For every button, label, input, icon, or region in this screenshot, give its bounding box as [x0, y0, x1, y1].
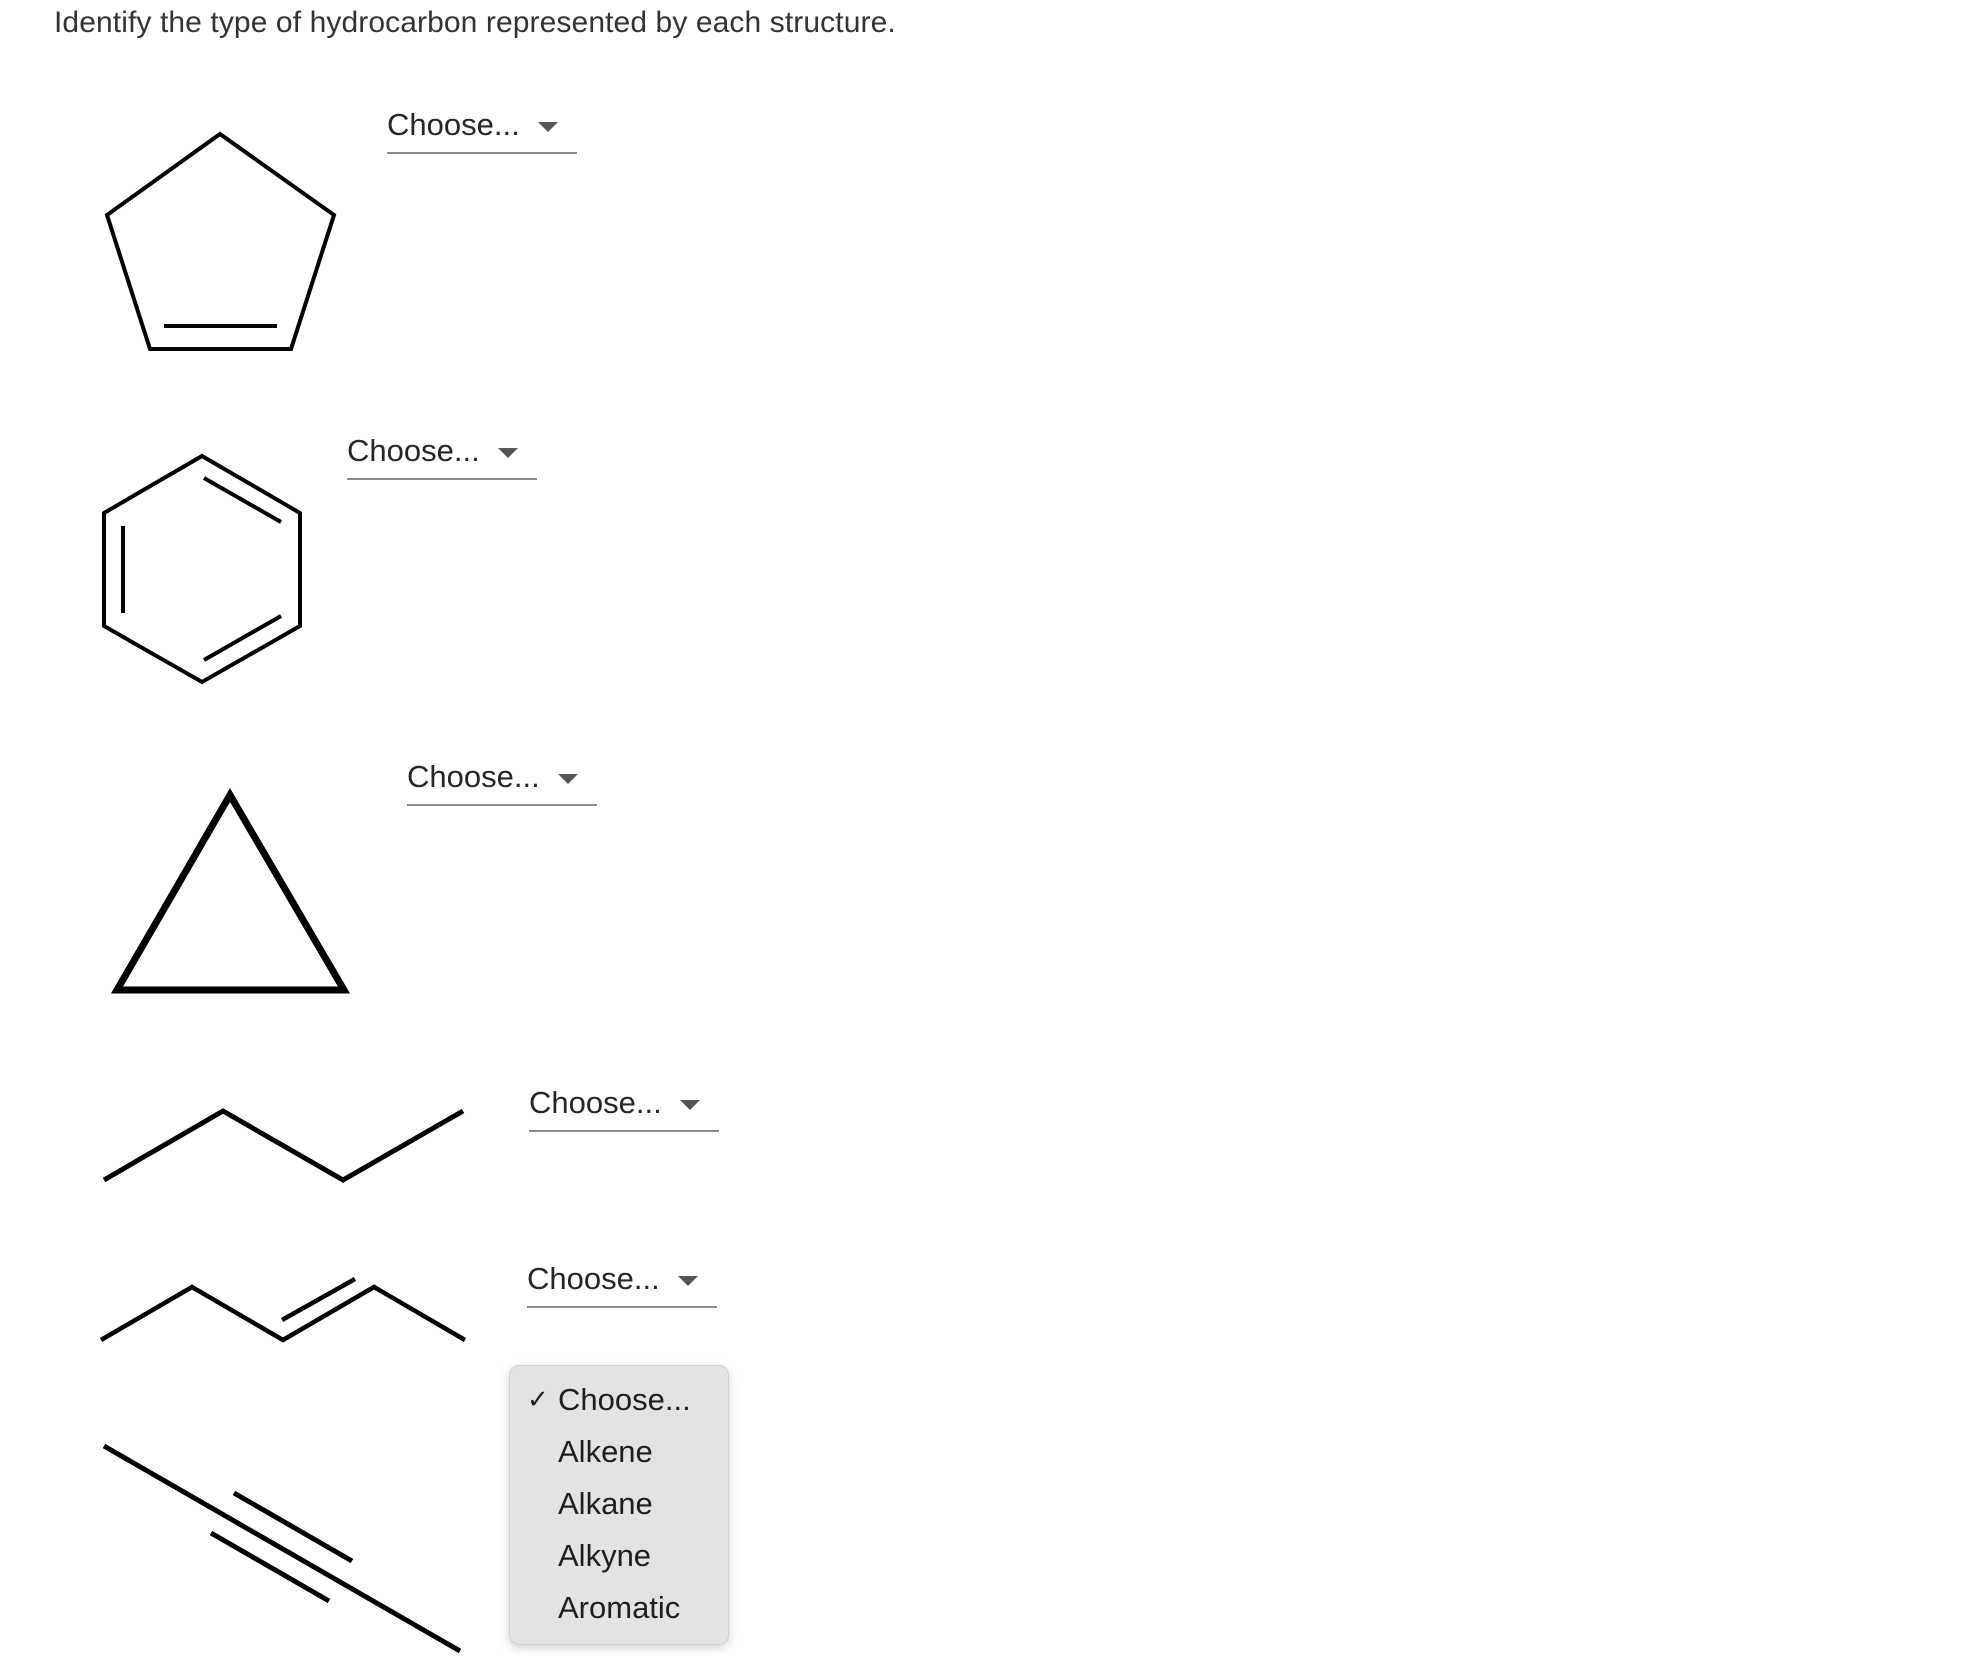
question-text: Identify the type of hydrocarbon represented by each structure.: [54, 6, 896, 39]
menu-option-choose[interactable]: [510, 1374, 728, 1426]
menu-option-alkane[interactable]: [510, 1478, 728, 1530]
checkmark-icon: ✓: [527, 1385, 549, 1415]
dropdown-structure-5[interactable]: [527, 1252, 717, 1308]
dropdown-structure-4[interactable]: [529, 1076, 719, 1132]
dropdown-value: Choose...: [529, 1085, 662, 1120]
caret-down-icon: [498, 448, 518, 458]
caret-down-icon: [558, 774, 578, 784]
menu-option-alkyne[interactable]: [510, 1530, 728, 1582]
caret-down-icon: [680, 1100, 700, 1110]
dropdown-value: Choose...: [347, 433, 480, 468]
menu-option-alkene[interactable]: [510, 1426, 728, 1478]
dropdown-value: Choose...: [387, 107, 520, 142]
menu-option-aromatic[interactable]: [510, 1582, 728, 1634]
butyne-structure: [0, 0, 500, 1656]
menu-option-label: Aromatic: [558, 1590, 681, 1625]
dropdown-value: Choose...: [527, 1261, 660, 1296]
caret-down-icon: [538, 122, 558, 132]
dropdown-menu[interactable]: [509, 1365, 729, 1645]
menu-option-label: Alkane: [558, 1486, 653, 1521]
menu-option-label: Alkyne: [558, 1538, 652, 1573]
menu-option-label: Choose...: [558, 1382, 691, 1417]
caret-down-icon: [678, 1276, 698, 1286]
dropdown-value: Choose...: [407, 759, 540, 794]
menu-option-label: Alkene: [558, 1434, 653, 1469]
